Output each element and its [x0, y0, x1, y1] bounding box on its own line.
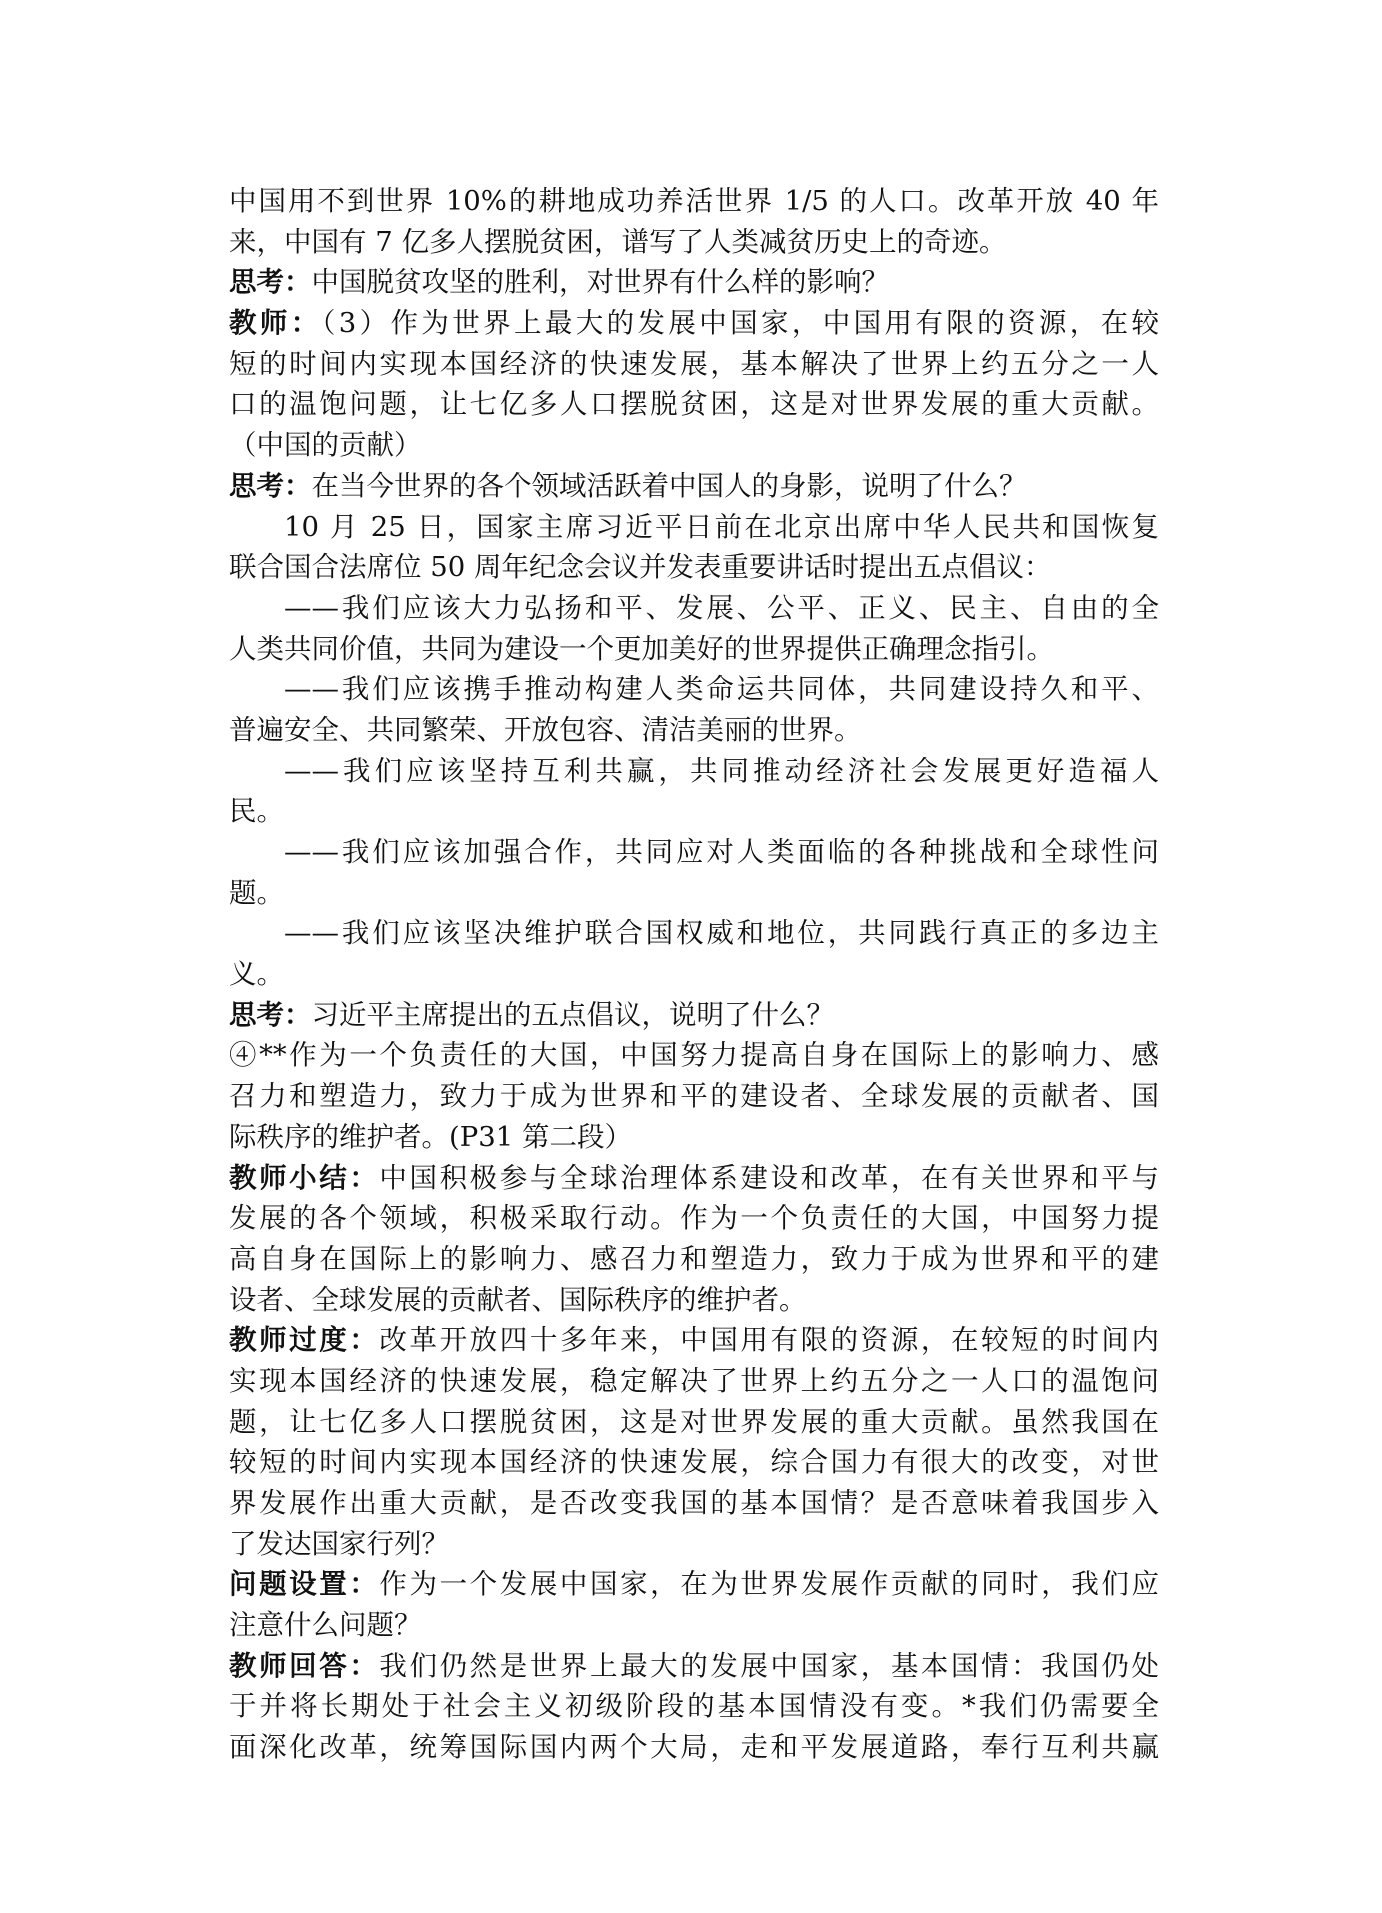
- text-line: [229, 344, 1159, 385]
- line-text: 了发达国家行列？: [229, 1527, 449, 1560]
- line-text: 面深化改革，统筹国际国内两个大局，走和平发展道路，奉行互利共赢: [229, 1731, 1159, 1764]
- text-line: [229, 1076, 1159, 1117]
- text-line: [229, 1035, 1159, 1076]
- line-text: ——我们应该坚决维护联合国权威和地位，共同践行真正的多边主: [284, 917, 1159, 950]
- text-line: [229, 1158, 1159, 1199]
- section-label: 思考：: [229, 266, 312, 299]
- text-line: [229, 384, 1159, 425]
- text-line: [229, 1605, 1159, 1646]
- line-text: 10 月 25 日，国家主席习近平日前在北京出席中华人民共和国恢复: [284, 510, 1159, 543]
- line-text: ——我们应该大力弘扬和平、发展、公平、正义、民主、自由的全: [284, 591, 1159, 624]
- line-text: 题，让七亿多人口摆脱贫困，这是对世界发展的重大贡献。虽然我国在: [229, 1405, 1159, 1438]
- text-line: [229, 262, 1159, 303]
- text-line: [229, 181, 1159, 222]
- section-label: 教师：: [229, 307, 322, 340]
- line-text: 召力和塑造力，致力于成为世界和平的建设者、全球发展的贡献者、国: [229, 1080, 1159, 1113]
- section-label: 教师过度：: [229, 1324, 380, 1357]
- line-text: 我们仍然是世界上最大的发展中国家，基本国情：我国仍处: [379, 1649, 1160, 1682]
- line-text: 中国脱贫攻坚的胜利，对世界有什么样的影响？: [311, 266, 889, 299]
- line-text: ④**作为一个负责任的大国，中国努力提高自身在国际上的影响力、感: [229, 1039, 1159, 1072]
- line-text: ——我们应该携手推动构建人类命运共同体，共同建设持久和平、: [284, 673, 1159, 706]
- line-text: 发展的各个领域，积极采取行动。作为一个负责任的大国，中国努力提: [229, 1202, 1159, 1235]
- text-line: [229, 832, 1159, 873]
- text-line: [229, 466, 1159, 507]
- line-text: 义。: [229, 958, 284, 991]
- text-line: [229, 1524, 1159, 1565]
- text-line: [229, 1117, 1159, 1158]
- text-line: [229, 1361, 1159, 1402]
- line-text: 较短的时间内实现本国经济的快速发展，综合国力有很大的改变，对世: [229, 1446, 1159, 1479]
- text-line: [229, 588, 1159, 629]
- line-text: 界发展作出重大贡献，是否改变我国的基本国情？是否意味着我国步入: [229, 1487, 1159, 1519]
- text-line: [229, 1239, 1159, 1280]
- text-line: [229, 710, 1159, 751]
- text-line: [229, 1320, 1159, 1361]
- line-text: 作为一个发展中国家，在为世界发展作贡献的同时，我们应: [379, 1568, 1160, 1601]
- line-text: 中国积极参与全球治理体系建设和改革，在有关世界和平与: [379, 1161, 1160, 1194]
- document-page: [229, 181, 1159, 1768]
- line-text: ——我们应该加强合作，共同应对人类面临的各种挑战和全球性问: [284, 836, 1159, 868]
- line-text: 短的时间内实现本国经济的快速发展，基本解决了世界上约五分之一人: [229, 347, 1159, 380]
- section-label: 思考：: [229, 469, 312, 502]
- text-line: [229, 507, 1159, 548]
- line-text: 民。: [229, 795, 284, 828]
- text-line: [229, 1402, 1159, 1443]
- text-line: [229, 873, 1159, 914]
- line-text: 人类共同价值，共同为建设一个更加美好的世界提供正确理念指引。: [229, 632, 1054, 665]
- text-line: [229, 791, 1159, 832]
- line-text: 习近平主席提出的五点倡议，说明了什么？: [311, 998, 834, 1031]
- text-line: [229, 1198, 1159, 1239]
- line-text: 高自身在国际上的影响力、感召力和塑造力，致力于成为世界和平的建: [229, 1242, 1159, 1275]
- text-line: [229, 1564, 1159, 1605]
- line-text: （3）作为世界上最大的发展中国家，中国用有限的资源，在较: [321, 307, 1159, 340]
- line-text: 口的温饱问题，让七亿多人口摆脱贫困，这是对世界发展的重大贡献。: [229, 388, 1159, 421]
- line-text: 注意什么问题？: [229, 1609, 422, 1642]
- line-text: 际秩序的维护者。(P31 第二段）: [229, 1120, 632, 1153]
- section-label: 教师回答：: [229, 1649, 380, 1682]
- line-text: 在当今世界的各个领域活跃着中国人的身影，说明了什么？: [311, 469, 1027, 502]
- text-line: [229, 1727, 1159, 1768]
- line-text: 设者、全球发展的贡献者、国际秩序的维护者。: [229, 1283, 807, 1316]
- line-text: 题。: [229, 876, 284, 909]
- line-text: ——我们应该坚持互利共赢，共同推动经济社会发展更好造福人: [284, 754, 1159, 787]
- text-line: [229, 222, 1159, 263]
- line-text: （中国的贡献）: [229, 429, 422, 462]
- line-text: 改革开放四十多年来，中国用有限的资源，在较短的时间内: [379, 1324, 1160, 1357]
- line-text: 普遍安全、共同繁荣、开放包容、清洁美丽的世界。: [229, 713, 862, 746]
- section-label: 问题设置：: [229, 1568, 380, 1601]
- line-text: 于并将长期处于社会主义初级阶段的基本国情没有变。*我们仍需要全: [229, 1690, 1159, 1723]
- text-line: [229, 1686, 1159, 1727]
- section-label: 思考：: [229, 998, 312, 1031]
- line-text: 实现本国经济的快速发展，稳定解决了世界上约五分之一人口的温饱问: [229, 1364, 1159, 1397]
- text-line: [229, 303, 1159, 344]
- text-line: [229, 913, 1159, 954]
- text-line: [229, 954, 1159, 995]
- text-line: [229, 995, 1159, 1036]
- text-line: [229, 425, 1159, 466]
- text-line: [229, 669, 1159, 710]
- text-line: [229, 1280, 1159, 1321]
- line-text: 来，中国有 7 亿多人摆脱贫困，谱写了人类减贫历史上的奇迹。: [229, 225, 1007, 258]
- text-line: [229, 1483, 1159, 1524]
- text-line: [229, 751, 1159, 792]
- text-line: [229, 547, 1159, 588]
- line-text: 中国用不到世界 10%的耕地成功养活世界 1/5 的人口。改革开放 40 年: [229, 185, 1159, 217]
- text-line: [229, 629, 1159, 670]
- section-label: 教师小结：: [229, 1161, 380, 1194]
- text-line: [229, 1646, 1159, 1687]
- text-line: [229, 1442, 1159, 1483]
- line-text: 联合国合法席位 50 周年纪念会议并发表重要讲话时提出五点倡议：: [229, 551, 1052, 584]
